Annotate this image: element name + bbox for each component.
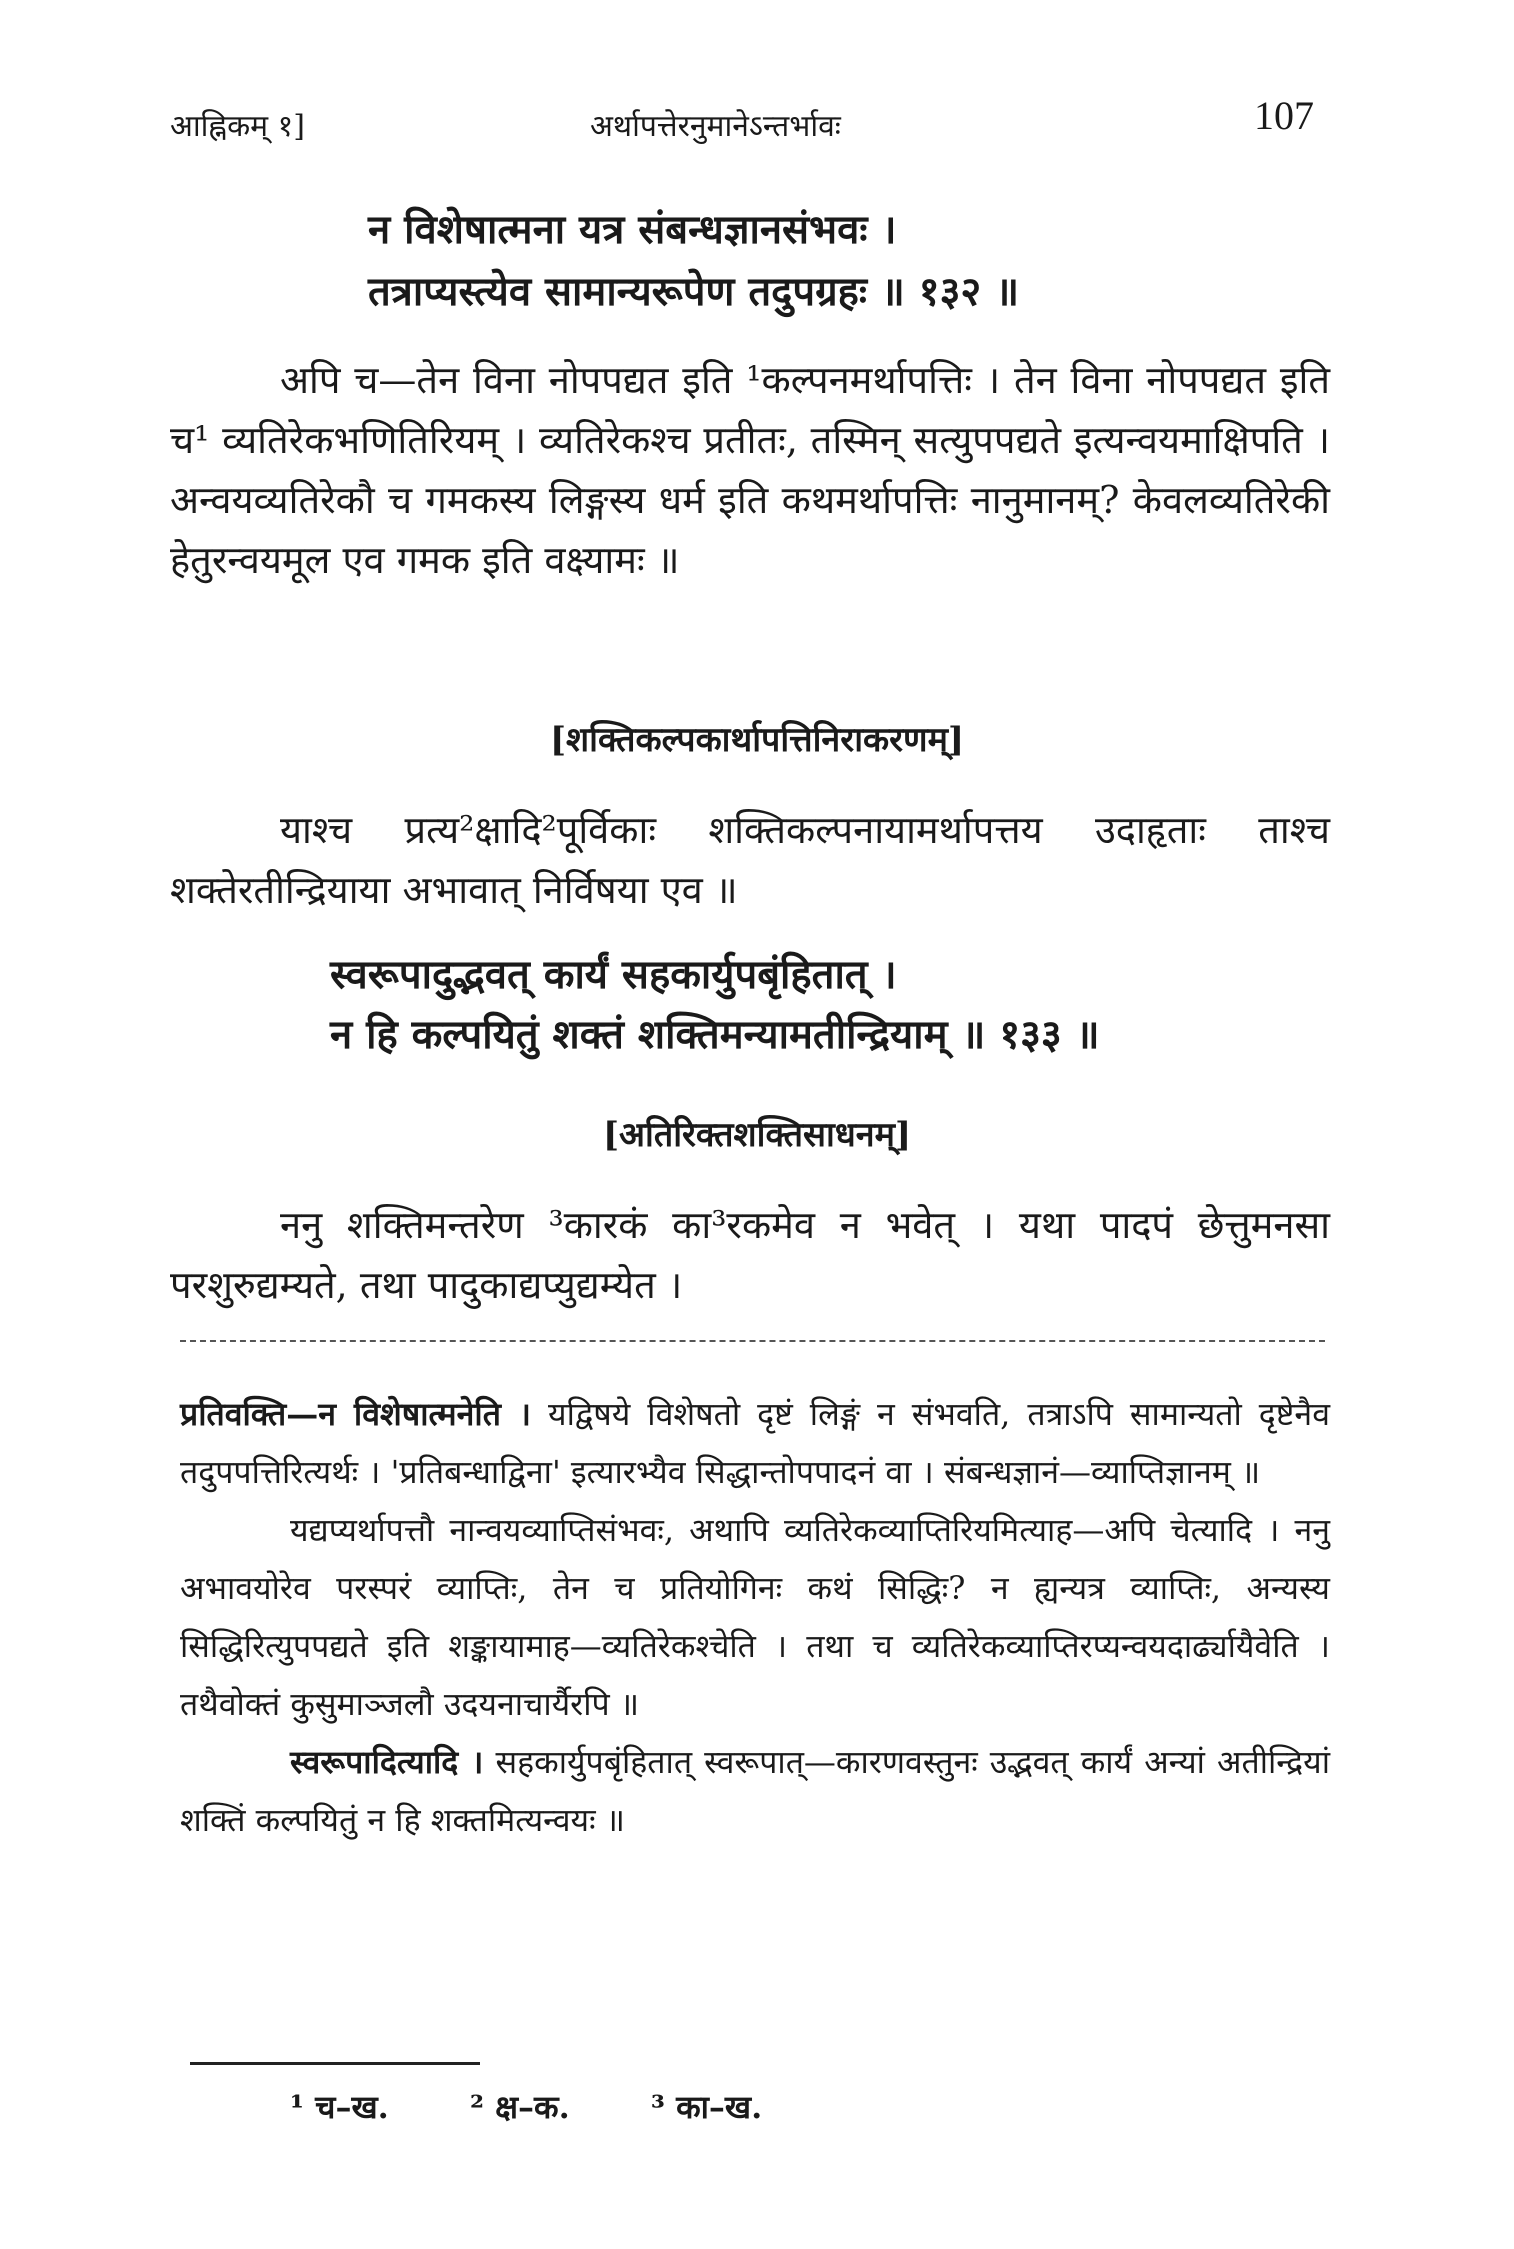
page-number: 107 [1254,93,1314,138]
paragraph-1-text: अपि च—तेन विना नोपपद्यत इति ¹कल्पनमर्थापत्तिः । तेन विना नोपपद्यत इति च¹ व्यतिरेकभणितिरियम् । व्यतिरेकश्च प्रतीतः, तस्मिन् सत्युपपद्यते इत्यन्वयमाक्षिपति । अन्वयव्यतिरेकौ च गमकस्य लिङ्गस्य धर्म इति कथमर्थापत्तिः नानुमानम्? केवलव्यतिरेकी हेतुरन्वयमूल एव गमक इति वक्ष्यामः ॥ [170,358,1330,582]
commentary-para-1 [180,1385,1330,1501]
section-heading-2: [अतिरिक्तशक्तिसाधनम्] [602,1115,912,1155]
paragraph-1 [170,350,1330,590]
footnotes [290,2085,832,2128]
paragraph-3 [170,1195,1330,1315]
commentary-para-2: यद्यप्यर्थापत्तौ नान्वयव्याप्तिसंभवः, अथापि व्यतिरेकव्याप्तिरियमित्याह—अपि चेत्यादि । ननु अभावयोरेव परस्परं व्याप्तिः, तेन च प्रतियोगिनः कथं सिद्धिः? न ह्यन्यत्र व्याप्तिः, अन्यस्य सिद्धिरित्युपपद्यते इति शङ्कायामाह—व्यतिरेकश्चेति । तथा च व्यतिरेकव्याप्तिरप्यन्वयदार्ढ्यायैवेति । तथैवोक्तं कुसुमाञ्जलौ उदयनाचार्यैरपि ॥ [180,1511,1330,1723]
commentary-lemma-1: प्रतिवक्ति—न विशेषात्मनेति । [180,1395,532,1433]
paragraph-2 [170,800,1330,920]
running-title: अर्थापत्तेरनुमानेऽन्तर्भावः [590,109,841,144]
footnote-3: ³ का–ख. [650,2088,763,2126]
commentary-para-3 [180,1733,1330,1849]
commentary-text-1: यद्विषये विशेषतो दृष्टं लिङ्गं न संभवति, तत्राऽपि सामान्यतो दृष्टेनैव तदुपपत्तिरित्यर्थः । 'प्रतिबन्धाद्विना' इत्यारभ्यैव सिद्धान्तोपपादनं वा । संबन्धज्ञानं—व्याप्तिज्ञानम् ॥ [180,1395,1330,1491]
running-head [170,92,1314,152]
footnote-divider [190,2062,480,2065]
footnote-1: ¹ च–ख. [290,2088,389,2126]
commentary [180,1385,1330,1849]
footnote-2: ² क्ष–क. [469,2088,570,2126]
section-heading-1: [शक्तिकल्पकार्थापत्तिनिराकरणम्] [549,720,965,760]
paragraph-3-text: ननु शक्तिमन्तरेण ³कारकं का³रकमेव न भवेत् । यथा पादपं छेत्तुमनसा परशुरुद्यम्यते, तथा पादुकाद्यप्युद्यम्येत । [170,1203,1330,1307]
verse-133-line-1: स्वरूपादुद्भवत् कार्यं सहकार्युपबृंहितात् । [330,951,897,998]
chapter-marker: आह्निकम् १] [170,109,305,144]
verse-132-line-1: न विशेषात्मना यत्र संबन्धज्ञानसंभवः । [368,206,897,253]
paragraph-2-text: याश्च प्रत्य²क्षादि²पूर्विकाः शक्तिकल्पनायामर्थापत्तय उदाहृताः ताश्च शक्तेरतीन्द्रियाया अभावात् निर्विषया एव ॥ [170,808,1330,912]
verse-132-line-2: तत्राप्यस्त्येव सामान्यरूपेण तदुपग्रहः ॥ १३२ ॥ [368,268,1020,315]
commentary-text-3: सहकार्युपबृंहितात् स्वरूपात्—कारणवस्तुनः उद्भवत् कार्यं अन्यां अतीन्द्रियां शक्तिं कल्पयितुं न हि शक्तमित्यन्वयः ॥ [180,1743,1330,1839]
verse-133-line-2: न हि कल्पयितुं शक्तं शक्तिमन्यामतीन्द्रियाम् ॥ १३३ ॥ [330,1011,1100,1058]
commentary-divider [180,1340,1325,1342]
commentary-lemma-3: स्वरूपादित्यादि । [290,1743,484,1781]
